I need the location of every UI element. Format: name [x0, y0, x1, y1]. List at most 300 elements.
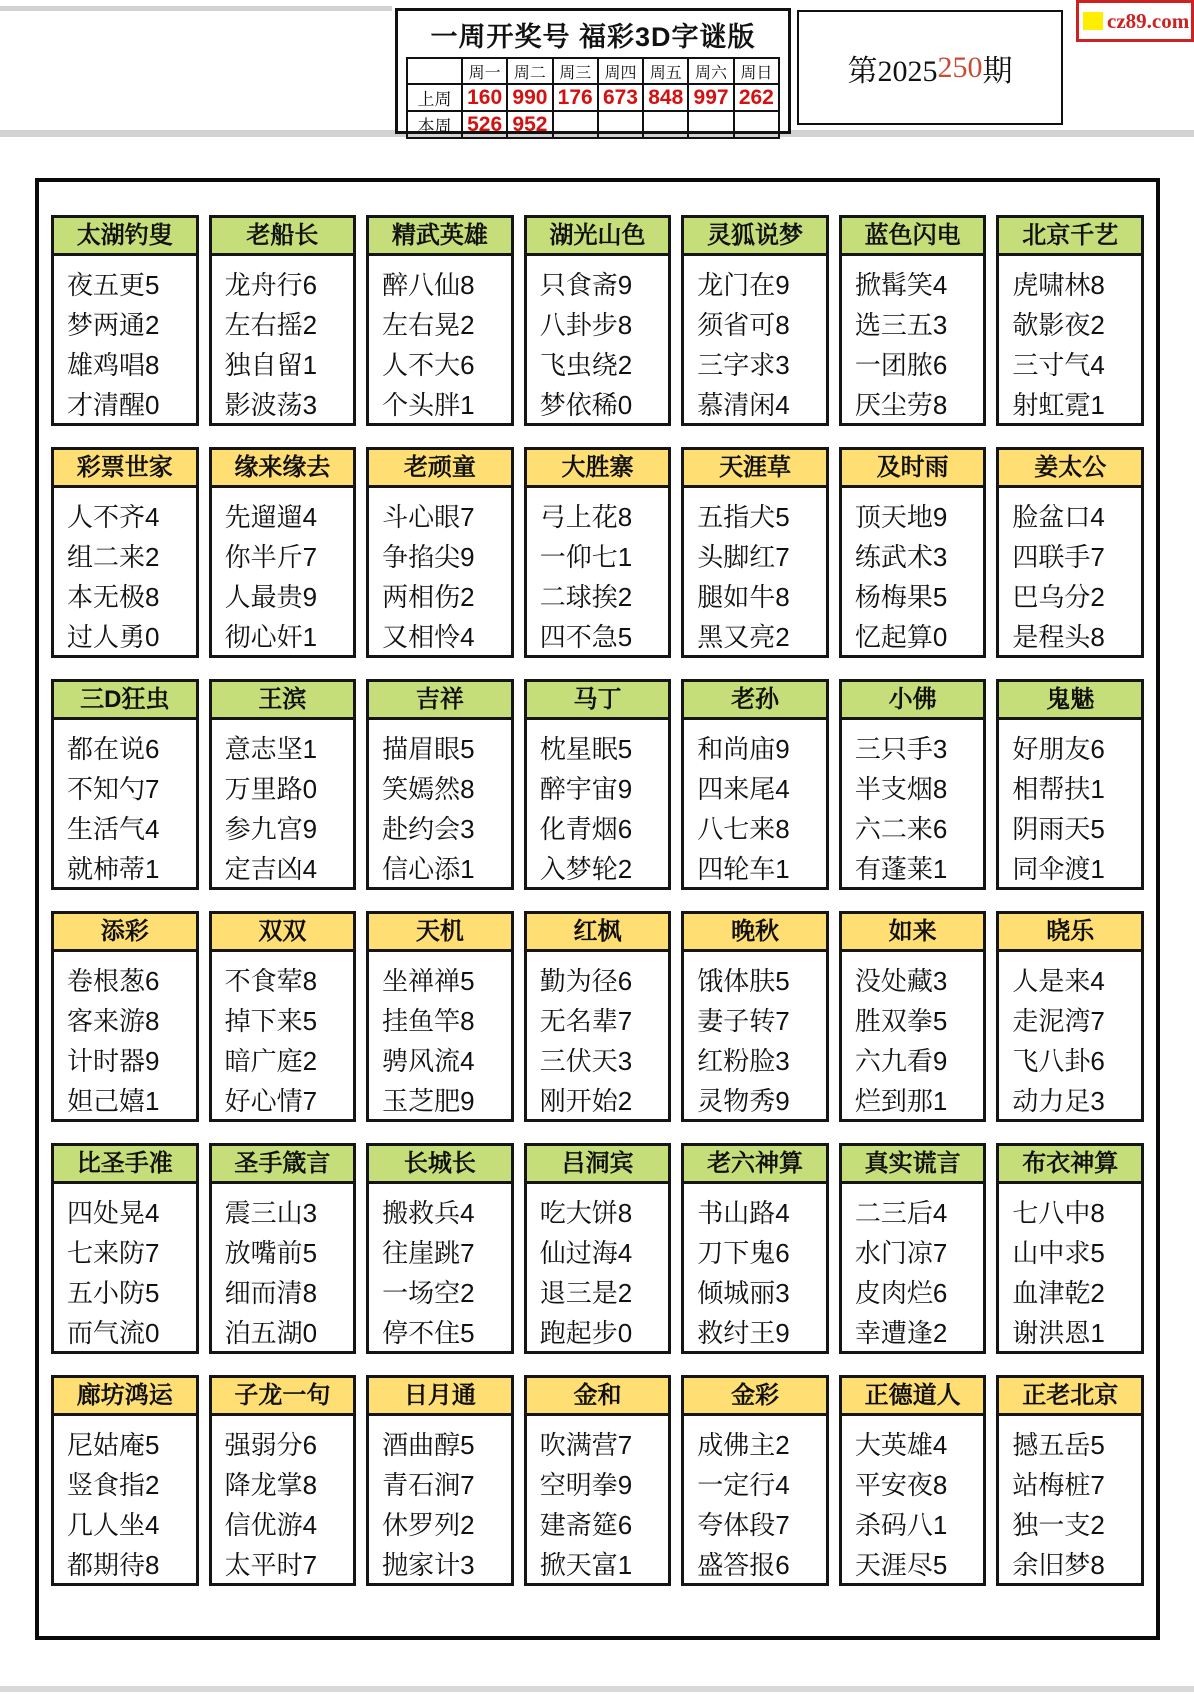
riddle-line: 停不住5	[382, 1318, 475, 1348]
riddle-line: 余旧梦8	[1012, 1550, 1105, 1580]
riddle-card	[839, 1143, 987, 1354]
riddle-card	[681, 215, 829, 426]
riddle-line: 血津乾2	[1012, 1278, 1105, 1308]
riddle-line: 好心情7	[224, 1086, 318, 1116]
riddle-line: 飞八卦6	[1012, 1046, 1105, 1076]
riddle-line: 巴乌分2	[1012, 582, 1105, 612]
riddle-card-body	[842, 256, 984, 425]
riddle-line: 往崖跳7	[382, 1238, 475, 1268]
riddle-line: 刚开始2	[539, 1086, 633, 1116]
riddle-line: 定吉凶4	[224, 854, 318, 884]
riddle-line: 影波荡3	[224, 390, 318, 420]
riddle-card	[839, 911, 987, 1122]
riddle-line: 万里路0	[224, 774, 318, 804]
riddle-line: 信心添1	[382, 854, 475, 884]
riddle-card-body	[684, 488, 826, 657]
riddle-line: 没处藏3	[854, 966, 948, 996]
riddle-line: 骋风流4	[382, 1046, 475, 1076]
riddle-line: 争掐尖9	[382, 542, 475, 572]
riddle-line: 天涯尽5	[854, 1550, 948, 1580]
riddle-line: 三只手3	[854, 734, 948, 764]
riddle-line: 厌尘劳8	[854, 390, 948, 420]
badge-site-label: cz89.com	[1107, 8, 1190, 33]
riddle-card-body	[212, 952, 354, 1121]
riddle-card-body	[54, 1416, 196, 1585]
draw-number: 848	[643, 84, 688, 111]
riddle-line: 客来游8	[67, 1006, 160, 1036]
riddle-card-title: 姜太公	[999, 450, 1141, 488]
riddle-line: 放嘴前5	[224, 1238, 318, 1268]
draw-number: 176	[553, 84, 598, 111]
riddle-line: 一仰七1	[539, 542, 633, 572]
riddle-line: 个头胖1	[382, 390, 475, 420]
riddle-line: 不知勺7	[67, 774, 160, 804]
riddle-line: 妻子转7	[697, 1006, 790, 1036]
riddle-card	[996, 447, 1144, 658]
riddle-card-body	[212, 1416, 354, 1585]
riddle-card	[524, 679, 672, 890]
riddle-card	[209, 679, 357, 890]
riddle-card-body	[527, 1184, 669, 1353]
riddle-line: 就柿蒂1	[67, 854, 160, 884]
week-column-header: 周日	[734, 58, 779, 84]
issue-prefix: 第2025	[847, 54, 938, 88]
riddle-card-body	[684, 952, 826, 1121]
riddle-card-title: 如来	[842, 914, 984, 952]
riddle-line: 二三后4	[854, 1198, 948, 1228]
riddle-card	[51, 215, 199, 426]
riddle-line: 都期待8	[67, 1550, 160, 1580]
draw-number: 262	[734, 84, 779, 111]
riddle-line: 妲己嬉1	[67, 1086, 160, 1116]
riddle-line: 龙门在9	[697, 270, 790, 300]
riddle-card-title: 圣手箴言	[212, 1146, 354, 1184]
riddle-line: 四来尾4	[697, 774, 790, 804]
riddle-line: 过人勇0	[67, 622, 160, 652]
riddle-card	[524, 447, 672, 658]
riddle-card-body	[684, 1184, 826, 1353]
riddle-line: 只食斋9	[539, 270, 633, 300]
riddle-line: 跑起步0	[539, 1318, 633, 1348]
riddle-card	[681, 679, 829, 890]
riddle-card-title: 金彩	[684, 1378, 826, 1416]
riddle-card-body	[369, 720, 511, 889]
riddle-line: 你半斤7	[224, 542, 318, 572]
riddle-line: 好朋友6	[1012, 734, 1105, 764]
riddle-card-title: 吉祥	[369, 682, 511, 720]
riddle-card-title: 廊坊鸿运	[54, 1378, 196, 1416]
riddle-line: 八七来8	[697, 814, 790, 844]
riddle-card-body	[369, 1184, 511, 1353]
riddle-line: 几人坐4	[67, 1510, 160, 1540]
riddle-line: 空明拳9	[539, 1470, 633, 1500]
riddle-card-body	[999, 256, 1141, 425]
riddle-card-title: 子龙一句	[212, 1378, 354, 1416]
page-bottom-divider	[0, 1686, 1194, 1692]
riddle-line: 酒曲醇5	[382, 1430, 475, 1460]
riddle-line: 半支烟8	[854, 774, 948, 804]
riddle-card-title: 王滨	[212, 682, 354, 720]
riddle-line: 和尚庙9	[697, 734, 790, 764]
cards-grid	[51, 215, 1144, 1586]
riddle-card-title: 真实谎言	[842, 1146, 984, 1184]
riddle-card-title: 大胜寨	[527, 450, 669, 488]
riddle-line: 暗广庭2	[224, 1046, 318, 1076]
riddle-line: 太平时7	[224, 1550, 318, 1580]
riddle-line: 红粉脸3	[697, 1046, 790, 1076]
draw-number	[553, 111, 598, 138]
riddle-line: 左右摇2	[224, 310, 318, 340]
riddle-line: 虎啸林8	[1012, 270, 1105, 300]
riddle-line: 飞虫绕2	[539, 350, 633, 380]
riddle-card-body	[369, 952, 511, 1121]
riddle-line: 吹满营7	[539, 1430, 633, 1460]
riddle-line: 入梦轮2	[539, 854, 633, 884]
riddle-line: 左右晃2	[382, 310, 475, 340]
riddle-line: 灵物秀9	[697, 1086, 790, 1116]
riddle-card	[996, 911, 1144, 1122]
riddle-line: 雄鸡唱8	[67, 350, 160, 380]
riddle-card-body	[54, 952, 196, 1121]
riddle-line: 震三山3	[224, 1198, 318, 1228]
riddle-card-body	[54, 256, 196, 425]
riddle-card-body	[369, 256, 511, 425]
riddle-line: 醉八仙8	[382, 270, 475, 300]
riddle-line: 青石涧7	[382, 1470, 475, 1500]
riddle-line: 动力足3	[1012, 1086, 1105, 1116]
riddle-card	[681, 911, 829, 1122]
riddle-card	[366, 679, 514, 890]
draw-number	[688, 111, 733, 138]
riddle-card-body	[999, 952, 1141, 1121]
riddle-card-title: 太湖钓叟	[54, 218, 196, 256]
riddle-card-body	[842, 720, 984, 889]
riddle-card-title: 马丁	[527, 682, 669, 720]
weekly-results-panel	[395, 8, 791, 134]
week-table-body	[407, 84, 779, 138]
riddle-board	[35, 178, 1160, 1640]
riddle-card	[209, 1375, 357, 1586]
riddle-line: 顶天地9	[854, 502, 948, 532]
riddle-line: 枕星眠5	[539, 734, 633, 764]
riddle-line: 杨梅果5	[854, 582, 948, 612]
riddle-card	[839, 447, 987, 658]
draw-number: 997	[688, 84, 733, 111]
riddle-line: 八卦步8	[539, 310, 633, 340]
riddle-line: 勤为径6	[539, 966, 633, 996]
riddle-card-body	[369, 488, 511, 657]
riddle-card-body	[369, 1416, 511, 1585]
week-column-header: 周五	[643, 58, 688, 84]
riddle-card	[681, 1375, 829, 1586]
riddle-line: 人是来4	[1012, 966, 1105, 996]
riddle-card-title: 正老北京	[999, 1378, 1141, 1416]
riddle-card-body	[527, 488, 669, 657]
riddle-card	[366, 1143, 514, 1354]
week-column-header: 周二	[507, 58, 552, 84]
riddle-card-body	[684, 1416, 826, 1585]
riddle-card-title: 晚秋	[684, 914, 826, 952]
badge-square-icon	[1083, 12, 1103, 30]
riddle-card-title: 老六神算	[684, 1146, 826, 1184]
draw-number: 160	[462, 84, 507, 111]
riddle-line: 信优游4	[224, 1510, 318, 1540]
riddle-card-title: 老船长	[212, 218, 354, 256]
riddle-line: 阴雨天5	[1012, 814, 1105, 844]
riddle-line: 又相怜4	[382, 622, 475, 652]
riddle-line: 计时器9	[67, 1046, 160, 1076]
riddle-card-body	[999, 488, 1141, 657]
riddle-line: 水门凉7	[854, 1238, 948, 1268]
riddle-line: 四不急5	[539, 622, 633, 652]
riddle-card-title: 灵狐说梦	[684, 218, 826, 256]
riddle-line: 四处晃4	[67, 1198, 160, 1228]
riddle-line: 细而清8	[224, 1278, 318, 1308]
riddle-line: 选三五3	[854, 310, 948, 340]
riddle-line: 吃大饼8	[539, 1198, 633, 1228]
riddle-line: 山中求5	[1012, 1238, 1105, 1268]
riddle-line: 人不齐4	[67, 502, 160, 532]
riddle-line: 先遛遛4	[224, 502, 318, 532]
riddle-line: 降龙掌8	[224, 1470, 318, 1500]
riddle-card	[996, 1375, 1144, 1586]
riddle-card-title: 北京千艺	[999, 218, 1141, 256]
riddle-line: 撼五岳5	[1012, 1430, 1105, 1460]
riddle-line: 独一支2	[1012, 1510, 1105, 1540]
draw-number: 952	[507, 111, 552, 138]
riddle-card	[51, 679, 199, 890]
riddle-line: 生活气4	[67, 814, 160, 844]
draw-number: 673	[598, 84, 643, 111]
draw-number: 990	[507, 84, 552, 111]
riddle-line: 七八中8	[1012, 1198, 1105, 1228]
riddle-line: 腿如牛8	[697, 582, 790, 612]
riddle-line: 醉宇宙9	[539, 774, 633, 804]
riddle-line: 强弱分6	[224, 1430, 318, 1460]
riddle-line: 大英雄4	[854, 1430, 948, 1460]
riddle-card-body	[999, 1416, 1141, 1585]
riddle-card-title: 老孙	[684, 682, 826, 720]
riddle-line: 弓上花8	[539, 502, 633, 532]
riddle-line: 梦两通2	[67, 310, 160, 340]
riddle-line: 坐禅禅5	[382, 966, 475, 996]
riddle-line: 救纣王9	[697, 1318, 790, 1348]
riddle-line: 梦依稀0	[539, 390, 633, 420]
riddle-line: 泊五湖0	[224, 1318, 318, 1348]
week-row-label: 上周	[407, 84, 462, 111]
riddle-card-title: 正德道人	[842, 1378, 984, 1416]
riddle-line: 六九看9	[854, 1046, 948, 1076]
riddle-card-body	[54, 720, 196, 889]
draw-number	[643, 111, 688, 138]
riddle-line: 七来防7	[67, 1238, 160, 1268]
riddle-card-body	[212, 720, 354, 889]
riddle-line: 抛家计3	[382, 1550, 475, 1580]
riddle-line: 皮肉烂6	[854, 1278, 948, 1308]
riddle-card-title: 双双	[212, 914, 354, 952]
riddle-card-body	[527, 1416, 669, 1585]
riddle-card-body	[527, 720, 669, 889]
riddle-card-body	[527, 256, 669, 425]
week-table-header-row	[407, 58, 779, 84]
riddle-line: 参九宫9	[224, 814, 318, 844]
weekly-results-table	[406, 57, 780, 139]
riddle-card-body	[527, 952, 669, 1121]
riddle-line: 脸盆口4	[1012, 502, 1105, 532]
week-column-header: 周四	[598, 58, 643, 84]
riddle-card	[524, 1143, 672, 1354]
riddle-card-title: 彩票世家	[54, 450, 196, 488]
riddle-line: 才清醒0	[67, 390, 160, 420]
riddle-line: 夜五更5	[67, 270, 160, 300]
riddle-card-title: 红枫	[527, 914, 669, 952]
issue-highlight: 250	[937, 50, 983, 84]
riddle-card	[366, 447, 514, 658]
riddle-card-body	[212, 256, 354, 425]
riddle-line: 须省可8	[697, 310, 790, 340]
riddle-card	[366, 911, 514, 1122]
riddle-line: 夸体段7	[697, 1510, 790, 1540]
week-column-header: 周一	[462, 58, 507, 84]
riddle-card-body	[999, 1184, 1141, 1353]
riddle-line: 掀髯笑4	[854, 270, 948, 300]
site-badge[interactable]	[1076, 0, 1194, 42]
riddle-card-title: 蓝色闪电	[842, 218, 984, 256]
riddle-line: 斗心眼7	[382, 502, 475, 532]
riddle-line: 杀码八1	[854, 1510, 948, 1540]
week-row-label: 本周	[407, 111, 462, 138]
riddle-line: 相帮扶1	[1012, 774, 1105, 804]
riddle-line: 建斋筵6	[539, 1510, 633, 1540]
riddle-line: 竖食指2	[67, 1470, 160, 1500]
riddle-card	[996, 679, 1144, 890]
week-table-row	[407, 111, 779, 138]
riddle-line: 掀天富1	[539, 1550, 633, 1580]
riddle-card-title: 鬼魅	[999, 682, 1141, 720]
riddle-card-title: 三D狂虫	[54, 682, 196, 720]
riddle-line: 休罗列2	[382, 1510, 475, 1540]
riddle-card-body	[54, 488, 196, 657]
riddle-line: 二球挨2	[539, 582, 633, 612]
riddle-line: 刀下鬼6	[697, 1238, 790, 1268]
riddle-line: 慕清闲4	[697, 390, 790, 420]
riddle-line: 五指犬5	[697, 502, 790, 532]
riddle-card-title: 布衣神算	[999, 1146, 1141, 1184]
riddle-card-title: 金和	[527, 1378, 669, 1416]
riddle-line: 六二来6	[854, 814, 948, 844]
riddle-card-body	[842, 488, 984, 657]
riddle-card-title: 长城长	[369, 1146, 511, 1184]
riddle-line: 赴约会3	[382, 814, 475, 844]
riddle-card	[51, 447, 199, 658]
riddle-line: 意志坚1	[224, 734, 318, 764]
riddle-line: 化青烟6	[539, 814, 633, 844]
riddle-card-title: 天机	[369, 914, 511, 952]
riddle-line: 五小防5	[67, 1278, 160, 1308]
riddle-card-body	[212, 1184, 354, 1353]
riddle-line: 都在说6	[67, 734, 160, 764]
top-divider	[0, 6, 392, 11]
riddle-card	[209, 215, 357, 426]
riddle-line: 谢洪恩1	[1012, 1318, 1105, 1348]
riddle-card-title: 精武英雄	[369, 218, 511, 256]
riddle-line: 头脚红7	[697, 542, 790, 572]
riddle-line: 仙过海4	[539, 1238, 633, 1268]
riddle-card	[366, 1375, 514, 1586]
riddle-card-body	[999, 720, 1141, 889]
riddle-card-title: 日月通	[369, 1378, 511, 1416]
riddle-line: 两相伤2	[382, 582, 475, 612]
riddle-card-title: 老顽童	[369, 450, 511, 488]
issue-suffix: 期	[982, 54, 1013, 88]
riddle-line: 搬救兵4	[382, 1198, 475, 1228]
draw-number	[598, 111, 643, 138]
riddle-line: 独自留1	[224, 350, 318, 380]
riddle-card-title: 添彩	[54, 914, 196, 952]
riddle-line: 倾城丽3	[697, 1278, 790, 1308]
riddle-line: 无名辈7	[539, 1006, 633, 1036]
riddle-line: 描眉眼5	[382, 734, 475, 764]
riddle-card	[681, 447, 829, 658]
riddle-card	[524, 911, 672, 1122]
riddle-line: 笑嫣然8	[382, 774, 475, 804]
riddle-line: 射虹霓1	[1012, 390, 1105, 420]
riddle-card-title: 比圣手准	[54, 1146, 196, 1184]
issue-number-panel	[797, 10, 1063, 125]
riddle-line: 忆起算0	[854, 622, 948, 652]
riddle-line: 一团脓6	[854, 350, 948, 380]
riddle-card-title: 天涯草	[684, 450, 826, 488]
riddle-card-body	[684, 720, 826, 889]
riddle-line: 彻心奸1	[224, 622, 318, 652]
draw-number	[734, 111, 779, 138]
riddle-line: 是程头8	[1012, 622, 1105, 652]
riddle-card-title: 小佛	[842, 682, 984, 720]
riddle-line: 成佛主2	[697, 1430, 790, 1460]
draw-number: 526	[462, 111, 507, 138]
riddle-line: 挂鱼竿8	[382, 1006, 475, 1036]
page-title: 一周开奖号 福彩3D字谜版	[430, 22, 756, 52]
riddle-card-title: 湖光山色	[527, 218, 669, 256]
riddle-line: 一定行4	[697, 1470, 790, 1500]
riddle-card	[839, 679, 987, 890]
riddle-card	[524, 1375, 672, 1586]
riddle-line: 欹影夜2	[1012, 310, 1105, 340]
riddle-card	[839, 215, 987, 426]
riddle-card	[51, 1375, 199, 1586]
riddle-line: 退三是2	[539, 1278, 633, 1308]
riddle-card-body	[54, 1184, 196, 1353]
riddle-card	[524, 215, 672, 426]
riddle-card-title: 缘来缘去	[212, 450, 354, 488]
riddle-line: 组二来2	[67, 542, 160, 572]
riddle-line: 三字求3	[697, 350, 790, 380]
riddle-card-body	[684, 256, 826, 425]
riddle-card-body	[842, 952, 984, 1121]
riddle-card-body	[842, 1184, 984, 1353]
riddle-card	[209, 1143, 357, 1354]
riddle-line: 四轮车1	[697, 854, 790, 884]
riddle-card	[209, 447, 357, 658]
riddle-line: 饿体肤5	[697, 966, 790, 996]
riddle-line: 三寸气4	[1012, 350, 1105, 380]
week-table-row	[407, 84, 779, 111]
riddle-line: 幸遭逢2	[854, 1318, 948, 1348]
riddle-line: 站梅桩7	[1012, 1470, 1105, 1500]
riddle-card-body	[212, 488, 354, 657]
riddle-line: 本无极8	[67, 582, 160, 612]
riddle-line: 胜双拳5	[854, 1006, 948, 1036]
